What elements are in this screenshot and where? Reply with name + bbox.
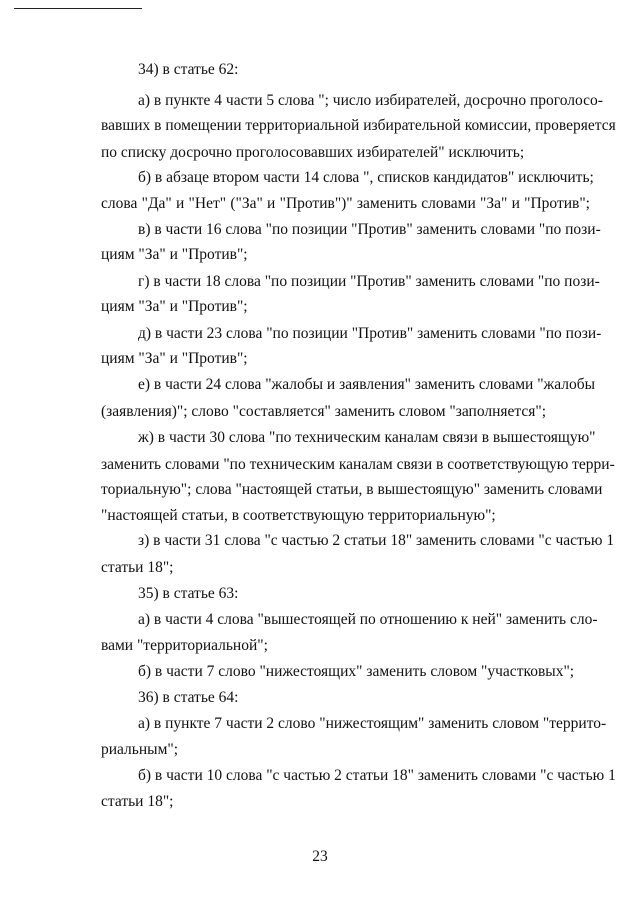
text-line: 34) в статье 62: — [138, 61, 239, 78]
page-number: 23 — [312, 848, 328, 865]
text-line: заменить словами "по техническим каналам связи в соответствующую терри- — [101, 456, 615, 473]
text-line: статьи 18"; — [101, 793, 174, 810]
text-line: а) в части 4 слова "вышестоящей по отношению к ней" заменить сло- — [138, 611, 598, 628]
text-line: "настоящей статьи, в соответствующую территориальную"; — [101, 507, 496, 524]
text-line: слова "Да" и "Нет" ("За" и "Против")" заменить словами "За" и "Против"; — [101, 195, 590, 212]
text-line: вавших в помещении территориальной избирательной комиссии, проверяется — [101, 117, 616, 134]
text-line: б) в части 7 слово "нижестоящих" заменить словом "участковых"; — [138, 663, 575, 680]
text-line: д) в части 23 слова "по позиции "Против" заменить словами "по пози- — [138, 325, 602, 342]
text-line: ториальную"; слова "настоящей статьи, в вышестоящую" заменить словами — [101, 481, 603, 498]
text-line: б) в части 10 слова "с частью 2 статьи 18" заменить словами "с частью 1 — [138, 767, 616, 784]
text-line: статьи 18"; — [101, 559, 174, 576]
text-line: а) в пункте 7 части 2 слово "нижестоящим" заменить словом "террито- — [138, 715, 607, 732]
text-line: б) в абзаце втором части 14 слова ", списков кандидатов" исключить; — [138, 169, 594, 186]
text-line: г) в части 18 слова "по позиции "Против" заменить словами "по пози- — [138, 273, 600, 290]
text-line: в) в части 16 слова "по позиции "Против" заменить словами "по пози- — [138, 221, 601, 238]
text-line: а) в пункте 4 части 5 слова "; число избирателей, досрочно проголосо- — [138, 92, 603, 109]
text-line: по списку досрочно проголосовавших избирателей" исключить; — [101, 144, 525, 161]
text-line: риальным"; — [101, 741, 179, 758]
text-line: вами "территориальной"; — [101, 637, 268, 654]
text-line: з) в части 31 слова "с частью 2 статьи 18" заменить словами "с частью 1 — [138, 532, 615, 549]
text-line: циям "За" и "Против"; — [101, 246, 248, 263]
text-line: 35) в статье 63: — [138, 585, 239, 602]
text-line: циям "За" и "Против"; — [101, 350, 248, 367]
text-line: 36) в статье 64: — [138, 689, 239, 706]
text-line: циям "За" и "Против"; — [101, 298, 248, 315]
text-line: е) в части 24 слова "жалобы и заявления" заменить словами "жалобы — [138, 376, 596, 393]
text-line: ж) в части 30 слова "по техническим каналам связи в вышестоящую" — [138, 429, 596, 446]
text-line: (заявления)"; слово "составляется" заменить словом "заполняется"; — [101, 403, 547, 420]
